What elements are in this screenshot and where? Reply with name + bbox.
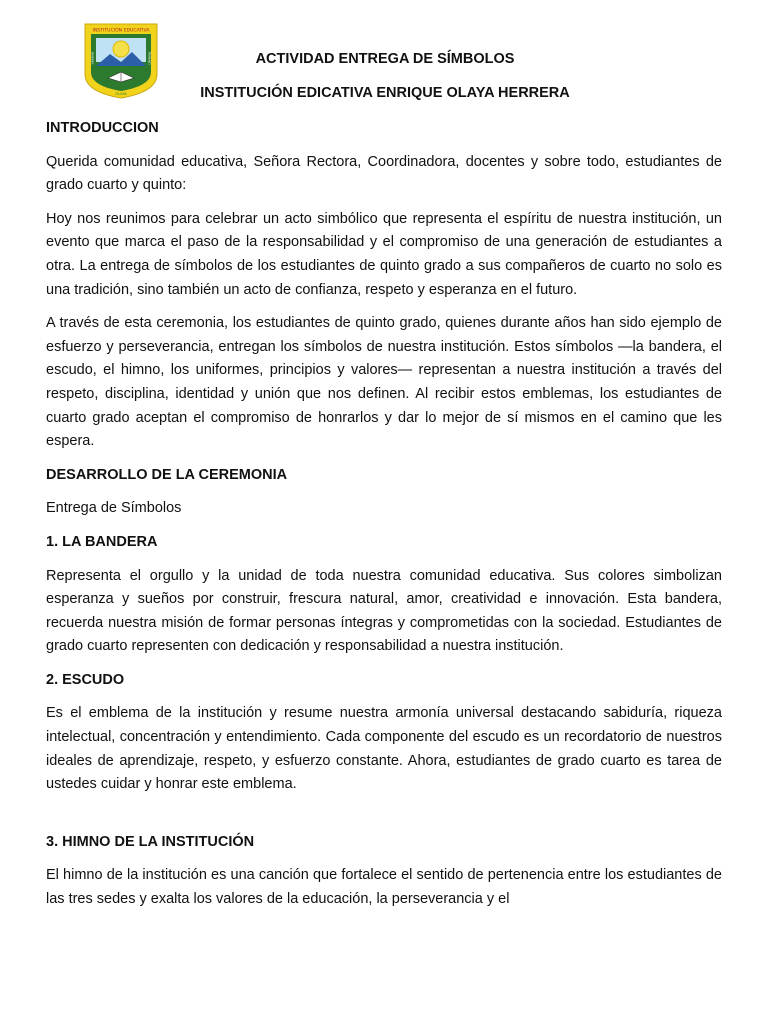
logo-left-motto: VERDAD	[90, 51, 95, 65]
introduction-heading: INTRODUCCION	[46, 120, 159, 136]
shield-paragraph: Es el emblema de la institución y resume nuestra armonía universal destacando sabiduría, riqueza intelectual, concentración y entendimiento. Cada componente del escudo es un recordatorio de nuestros ideales de aprendizaje, respeto, y esfuerzo constante. Ahora, estudiantes de grado cuarto es tarea de ustedes cuidar y honrar este emblema.	[46, 705, 722, 793]
institution-shield-logo	[82, 22, 160, 100]
introduction-paragraph-2: A través de esta ceremonia, los estudiantes de quinto grado, quienes durante años han sido ejemplo de esfuerzo y perseverancia, entregan los símbolos de nuestra institución. Estos símbolos —la bandera, el escudo, el himno, los uniformes, principios y valores— representan a nuestra institución a través del respeto, disciplina, identidad y unión que nos definen. Al recibir estos emblemas, los estudiantes de cuarto grado aceptan el compromiso de honrarlos y dar lo mejor de sí mismos en el camino que les espera.	[46, 315, 722, 450]
ceremony-subtitle: Entrega de Símbolos	[46, 500, 182, 517]
ceremony-heading: DESARROLLO DE LA CEREMONIA	[46, 466, 288, 483]
logo-top-text: INSTITUCIÓN EDUCATIVA	[92, 28, 150, 34]
flag-heading: 1. LA BANDERA	[46, 533, 158, 550]
introduction-greeting: Querida comunidad educativa, Señora Rectora, Coordinadora, docentes y sobre todo, estudiantes de grado cuarto y quinto:	[46, 153, 722, 194]
institution-name: INSTITUCIÓN EDICATIVA ENRIQUE OLAYA HERRERA	[200, 85, 570, 101]
logo-right-motto: TRABAJO	[147, 51, 152, 65]
document-body	[46, 117, 722, 922]
introduction-paragraph-1: Hoy nos reunimos para celebrar un acto simbólico que representa el espíritu de nuestra institución, un evento que marca el paso de la responsabilidad y el compromiso de una generación de estudiantes a otra. La entrega de símbolos de los estudiantes de quinto grado a sus compañeros de cuarto no solo es una tradición, sino también un acto de confianza, respeto y esperanza en el futuro.	[46, 210, 722, 298]
shield-heading: 2. ESCUDO	[46, 671, 125, 688]
flag-paragraph: Representa el orgullo y la unidad de toda nuestra comunidad educativa. Sus colores simbolizan esperanza y sueños por construir, frescura natural, amor, creatividad e innovación. Esta bandera, recuerda nuestra misión de formar personas íntegras y comprometidas con la sociedad. Estudiantes de grado cuarto representen con dedicación y responsabilidad a nuestra institución.	[46, 567, 722, 655]
document-title: ACTIVIDAD ENTREGA DE SÍMBOLOS	[255, 51, 515, 67]
anthem-heading: 3. HIMNO DE LA INSTITUCIÓN	[46, 833, 255, 850]
anthem-paragraph: El himno de la institución es una canción que fortalece el sentido de pertenencia entre los estudiantes de las tres sedes y exalta los valores de la educación, la perseverancia y el	[46, 867, 722, 908]
section-spacer	[46, 807, 722, 831]
logo-bottom-text: OLAYA	[115, 92, 127, 96]
